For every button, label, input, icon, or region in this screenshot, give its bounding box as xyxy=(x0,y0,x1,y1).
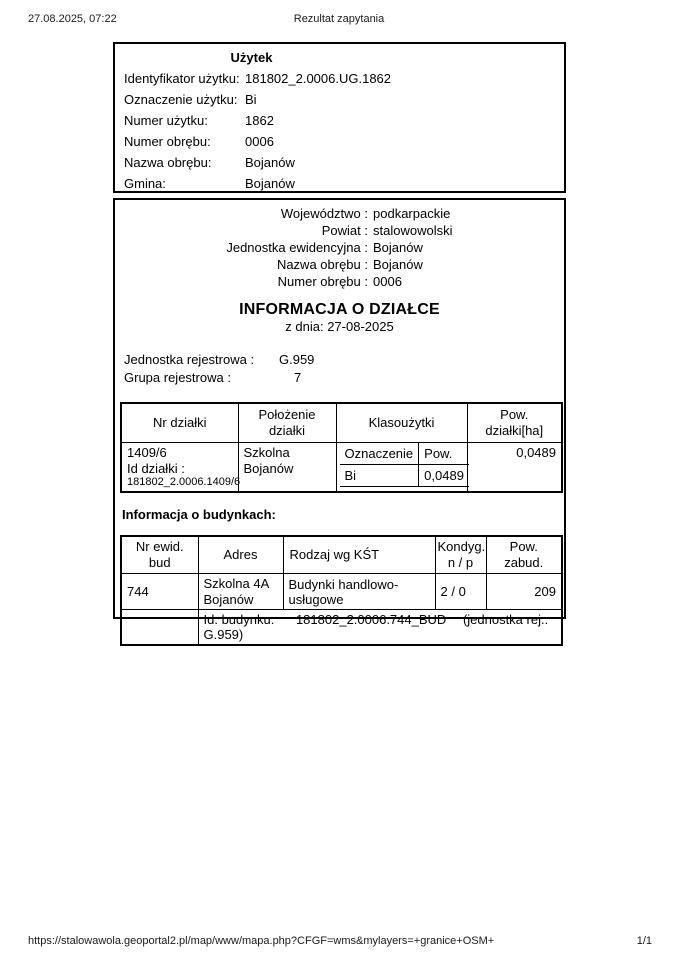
uzytek-row-value: 181802_2.0006.UG.1862 xyxy=(245,71,392,86)
uzytek-row-value: 0006 xyxy=(245,134,274,149)
print-page-number: 1/1 xyxy=(636,935,652,947)
registry-value: 7 xyxy=(294,370,302,385)
uzytek-row-nazwa-obrebu xyxy=(124,152,379,173)
parcel-id-value: 181802_2.0006.1409/6 xyxy=(127,476,241,488)
registry-row-grupa xyxy=(124,369,564,387)
uzytek-row-gmina xyxy=(124,173,379,194)
uzytek-row-numer-obrebu xyxy=(124,131,379,152)
klaso-value-oznaczenie: Bi xyxy=(340,465,419,487)
uzytek-row-label: Nazwa obrębu: xyxy=(124,155,212,170)
building-id-value: 181802_2.0006.744_BUD xyxy=(295,612,447,627)
klasouzytki-subheader-row xyxy=(340,443,469,465)
parcel-location-town: Bojanów xyxy=(243,461,294,476)
uzytek-row-oznaczenie xyxy=(124,89,379,110)
parcel-info-subtitle: z dnia: 27-08-2025 xyxy=(285,319,394,334)
parcel-col-header-pow: Pow. działki[ha] xyxy=(467,403,562,443)
info-line-label: Województwo : xyxy=(280,206,368,221)
info-line-value: podkarpackie xyxy=(373,206,451,221)
building-id-cell xyxy=(198,610,562,646)
parcel-table-data-row xyxy=(121,443,562,493)
registry-block xyxy=(124,351,564,387)
info-line-label: Nazwa obrębu : xyxy=(276,257,368,272)
uzytek-row-numer-uzytku xyxy=(124,110,379,131)
building-nr-cell: 744 xyxy=(121,574,198,610)
klasouzytki-subtable xyxy=(340,443,469,487)
uzytek-box xyxy=(113,42,566,193)
buildings-col-header-adres: Adres xyxy=(198,536,283,574)
print-title: Rezultat zapytania xyxy=(293,13,385,25)
info-line-value: Bojanów xyxy=(373,257,423,272)
location-info-lines xyxy=(115,205,564,290)
building-address-cell xyxy=(198,574,283,610)
buildings-col-header-nr: Nr ewid. bud xyxy=(121,536,198,574)
uzytek-row-value: Bi xyxy=(245,92,257,107)
klaso-header-oznaczenie: Oznaczenie xyxy=(340,443,419,465)
registry-label: Grupa rejestrowa : xyxy=(124,370,231,385)
registry-value: G.959 xyxy=(279,352,315,367)
parcel-col-header-klasouzytki: Klasoużytki xyxy=(336,403,467,443)
info-line-value: 0006 xyxy=(373,274,402,289)
info-line-label: Jednostka ewidencyjna : xyxy=(226,240,368,255)
parcel-number-cell xyxy=(121,443,241,493)
building-area-cell: 209 xyxy=(486,574,562,610)
info-line-label: Numer obrębu : xyxy=(277,274,368,289)
kondyg-header-line2: n / p xyxy=(447,555,474,570)
buildings-col-header-kondygnacje xyxy=(435,536,486,574)
uzytek-row-identyfikator xyxy=(124,68,392,89)
info-line-value: Bojanów xyxy=(373,240,423,255)
buildings-footer-empty-cell xyxy=(121,610,198,646)
kondyg-header-line1: Kondyg. xyxy=(437,539,486,554)
building-registry-note: (jednostka rej.: G.959) xyxy=(203,612,549,642)
info-line-value: stalowowolski xyxy=(373,223,453,238)
parcel-area-cell: 0,0489 xyxy=(467,443,562,493)
klaso-header-pow: Pow. xyxy=(419,443,469,465)
buildings-col-header-pow-zabud: Pow. zabud. xyxy=(486,536,562,574)
uzytek-title: Użytek xyxy=(230,50,273,65)
print-source-url: https://stalowawola.geoportal2.pl/map/www/mapa.php?CFGF=wms&mylayers=+granice+OSM+ xyxy=(28,935,495,947)
klasouzytki-data-row xyxy=(340,465,469,487)
uzytek-row-value: Bojanów xyxy=(245,176,295,191)
uzytek-row-label: Gmina: xyxy=(124,176,166,191)
uzytek-row-label: Oznaczenie użytku: xyxy=(124,92,238,107)
parcel-number: 1409/6 xyxy=(127,445,167,460)
buildings-header-row xyxy=(121,536,562,574)
parcel-col-header-polozenie: Położenie działki xyxy=(238,403,336,443)
uzytek-row-label: Numer obrębu: xyxy=(124,134,211,149)
uzytek-row-label: Identyfikator użytku: xyxy=(124,71,240,86)
parcel-table-header-row xyxy=(121,403,562,443)
parcel-table xyxy=(120,402,563,493)
building-address-town: Bojanów xyxy=(203,592,254,607)
buildings-footer-row xyxy=(121,610,562,646)
building-type-cell: Budynki handlowo-usługowe xyxy=(283,574,435,610)
klaso-value-pow: 0,0489 xyxy=(419,465,469,487)
uzytek-row-label: Numer użytku: xyxy=(124,113,208,128)
buildings-table xyxy=(120,535,563,646)
info-line-nazwa-obrebu xyxy=(115,256,564,273)
info-line-wojewodztwo xyxy=(115,205,564,222)
buildings-heading: Informacja o budynkach: xyxy=(122,507,276,522)
info-line-jednostka-ewidencyjna xyxy=(115,239,564,256)
uzytek-table xyxy=(124,47,392,194)
uzytek-row-value: 1862 xyxy=(245,113,274,128)
info-line-label: Powiat : xyxy=(321,223,368,238)
parcel-klasouzytki-cell xyxy=(336,443,467,493)
buildings-data-row xyxy=(121,574,562,610)
registry-label: Jednostka rejestrowa : xyxy=(124,352,255,367)
parcel-info-box xyxy=(113,198,566,642)
info-line-numer-obrebu xyxy=(115,273,564,290)
parcel-id-label: Id działki : xyxy=(127,461,185,476)
parcel-location-cell xyxy=(238,443,336,493)
registry-row-jednostka xyxy=(124,351,564,369)
parcel-location-street: Szkolna xyxy=(243,445,290,460)
buildings-col-header-rodzaj: Rodzaj wg KŚT xyxy=(283,536,435,574)
uzytek-row-value: Bojanów xyxy=(245,155,295,170)
print-datetime: 27.08.2025, 07:22 xyxy=(28,13,117,25)
parcel-info-title: INFORMACJA O DZIAŁCE xyxy=(239,301,440,318)
building-id-label: Id. budynku: xyxy=(203,612,275,627)
info-line-powiat xyxy=(115,222,564,239)
parcel-col-header-nr: Nr działki xyxy=(121,403,238,443)
building-address-street: Szkolna 4A xyxy=(203,576,270,591)
building-floors-cell: 2 / 0 xyxy=(435,574,486,610)
